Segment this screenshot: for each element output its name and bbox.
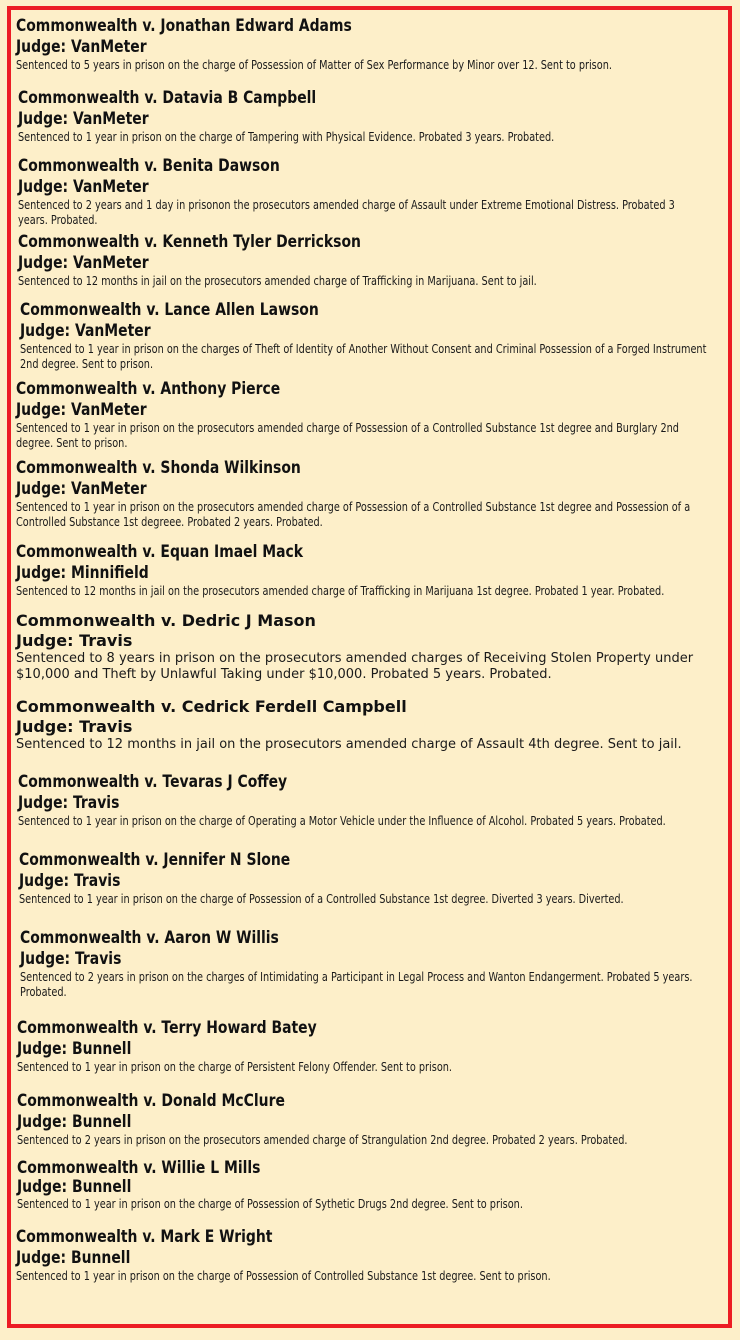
case-title: Commonwealth v. Mark E Wright	[16, 1227, 273, 1247]
case-sentence: Sentenced to 1 year in prison on the charge of Persistent Felony Offender. Sent to prison.	[17, 1060, 453, 1074]
case-judge: Judge: Travis	[20, 949, 122, 969]
case-entry	[20, 300, 720, 372]
case-judge: Judge: Bunnell	[17, 1177, 132, 1197]
case-entry	[16, 458, 716, 530]
case-title: Commonwealth v. Terry Howard Batey	[17, 1018, 317, 1038]
case-sentence: Sentenced to 1 year in prison on the charges of Theft of Identity of Another Without Consent and Criminal Possession of a Forged Instrument 2nd degree. Sent to prison.	[20, 342, 707, 371]
case-title: Commonwealth v. Datavia B Campbell	[18, 88, 317, 108]
case-sentence: Sentenced to 1 year in prison on the charge of Operating a Motor Vehicle under the Influence of Alcohol. Probated 5 years. Probated.	[18, 814, 666, 828]
case-judge: Judge: Bunnell	[16, 1248, 131, 1268]
case-title: Commonwealth v. Anthony Pierce	[16, 379, 281, 399]
case-entry	[16, 1227, 716, 1284]
case-title: Commonwealth v. Aaron W Willis	[20, 928, 279, 948]
case-sentence: Sentenced to 12 months in jail on the prosecutors amended charge of Trafficking in Marijuana 1st degree. Probated 1 year. Probated.	[16, 584, 665, 598]
case-judge: Judge: Minnifield	[16, 563, 149, 583]
case-judge: Judge: VanMeter	[18, 109, 149, 129]
case-judge: Judge: VanMeter	[20, 321, 151, 341]
case-sentence: Sentenced to 2 years in prison on the prosecutors amended charge of Strangulation 2nd degree. Probated 2 years. Probated.	[17, 1133, 628, 1147]
case-entry	[18, 772, 718, 829]
case-judge: Judge: VanMeter	[16, 479, 147, 499]
case-title: Commonwealth v. Cedrick Ferdell Campbell	[16, 697, 407, 716]
case-sentence: Sentenced to 5 years in prison on the charge of Possession of Matter of Sex Performance by Minor over 12. Sent to prison.	[16, 58, 612, 72]
case-sentence: Sentenced to 1 year in prison on the prosecutors amended charge of Possession of a Controlled Substance 1st degree and Burglary 2nd degree. Sent to prison.	[16, 421, 679, 450]
case-sentence: Sentenced to 12 months in jail on the prosecutors amended charge of Trafficking in Marijuana. Sent to jail.	[18, 274, 537, 288]
case-entry	[17, 1018, 717, 1075]
case-sentence: Sentenced to 2 years and 1 day in prisonon the prosecutors amended charge of Assault under Extreme Emotional Distress. Probated 3 years. Probated.	[18, 198, 675, 227]
case-entry	[18, 88, 718, 145]
case-title: Commonwealth v. Willie L Mills	[17, 1158, 261, 1178]
case-entry	[18, 232, 718, 289]
case-title: Commonwealth v. Benita Dawson	[18, 156, 280, 176]
case-judge: Judge: Bunnell	[17, 1112, 132, 1132]
case-judge: Judge: Travis	[19, 871, 121, 891]
case-judge: Judge: VanMeter	[16, 37, 147, 57]
case-sentence: Sentenced to 12 months in jail on the prosecutors amended charge of Assault 4th degree. Sent to jail.	[16, 737, 682, 752]
case-title: Commonwealth v. Equan Imael Mack	[16, 542, 304, 562]
case-sentence: Sentenced to 1 year in prison on the charge of Possession of a Controlled Substance 1st degree. Diverted 3 years. Diverted.	[19, 892, 624, 906]
case-title: Commonwealth v. Jennifer N Slone	[19, 850, 291, 870]
case-judge: Judge: Bunnell	[17, 1039, 132, 1059]
case-sentence: Sentenced to 1 year in prison on the charge of Possession of Controlled Substance 1st degree. Sent to prison.	[16, 1269, 551, 1283]
case-entry	[16, 611, 716, 683]
case-judge: Judge: Travis	[18, 793, 120, 813]
case-title: Commonwealth v. Kenneth Tyler Derrickson	[18, 232, 361, 252]
case-title: Commonwealth v. Donald McClure	[17, 1091, 285, 1111]
case-entry	[17, 1158, 717, 1212]
case-judge: Judge: Travis	[16, 717, 133, 736]
case-title: Commonwealth v. Shonda Wilkinson	[16, 458, 301, 478]
case-judge: Judge: Travis	[16, 631, 133, 650]
case-entry	[16, 379, 716, 451]
case-judge: Judge: VanMeter	[18, 177, 149, 197]
case-entry	[19, 850, 719, 907]
case-sentence: Sentenced to 1 year in prison on the prosecutors amended charge of Possession of a Controlled Substance 1st degree and Possession of a Controlled Substance 1st degreee. Probated 2 years. Probated.	[16, 500, 691, 529]
case-entry	[16, 697, 716, 753]
case-sentence: Sentenced to 2 years in prison on the charges of Intimidating a Participant in Legal Process and Wanton Endangerment. Probated 5 years. Probated.	[20, 970, 693, 999]
case-sentence: Sentenced to 1 year in prison on the charge of Tampering with Physical Evidence. Probated 3 years. Probated.	[18, 130, 555, 144]
case-sentence: Sentenced to 8 years in prison on the prosecutors amended charges of Receiving Stolen Property under $10,000 and Theft by Unlawful Taking under $10,000. Probated 5 years. Probated.	[16, 651, 694, 682]
case-title: Commonwealth v. Lance Allen Lawson	[20, 300, 319, 320]
case-entry	[20, 928, 720, 1000]
case-title: Commonwealth v. Jonathan Edward Adams	[16, 16, 352, 36]
case-title: Commonwealth v. Tevaras J Coffey	[18, 772, 288, 792]
case-title: Commonwealth v. Dedric J Mason	[16, 611, 316, 630]
case-entry	[16, 16, 716, 73]
case-entry	[17, 1091, 717, 1148]
case-sentence: Sentenced to 1 year in prison on the charge of Possession of Sythetic Drugs 2nd degree. Sent to prison.	[17, 1197, 523, 1211]
case-entry	[16, 542, 716, 599]
case-entry	[18, 156, 718, 228]
case-judge: Judge: VanMeter	[16, 400, 147, 420]
case-judge: Judge: VanMeter	[18, 253, 149, 273]
